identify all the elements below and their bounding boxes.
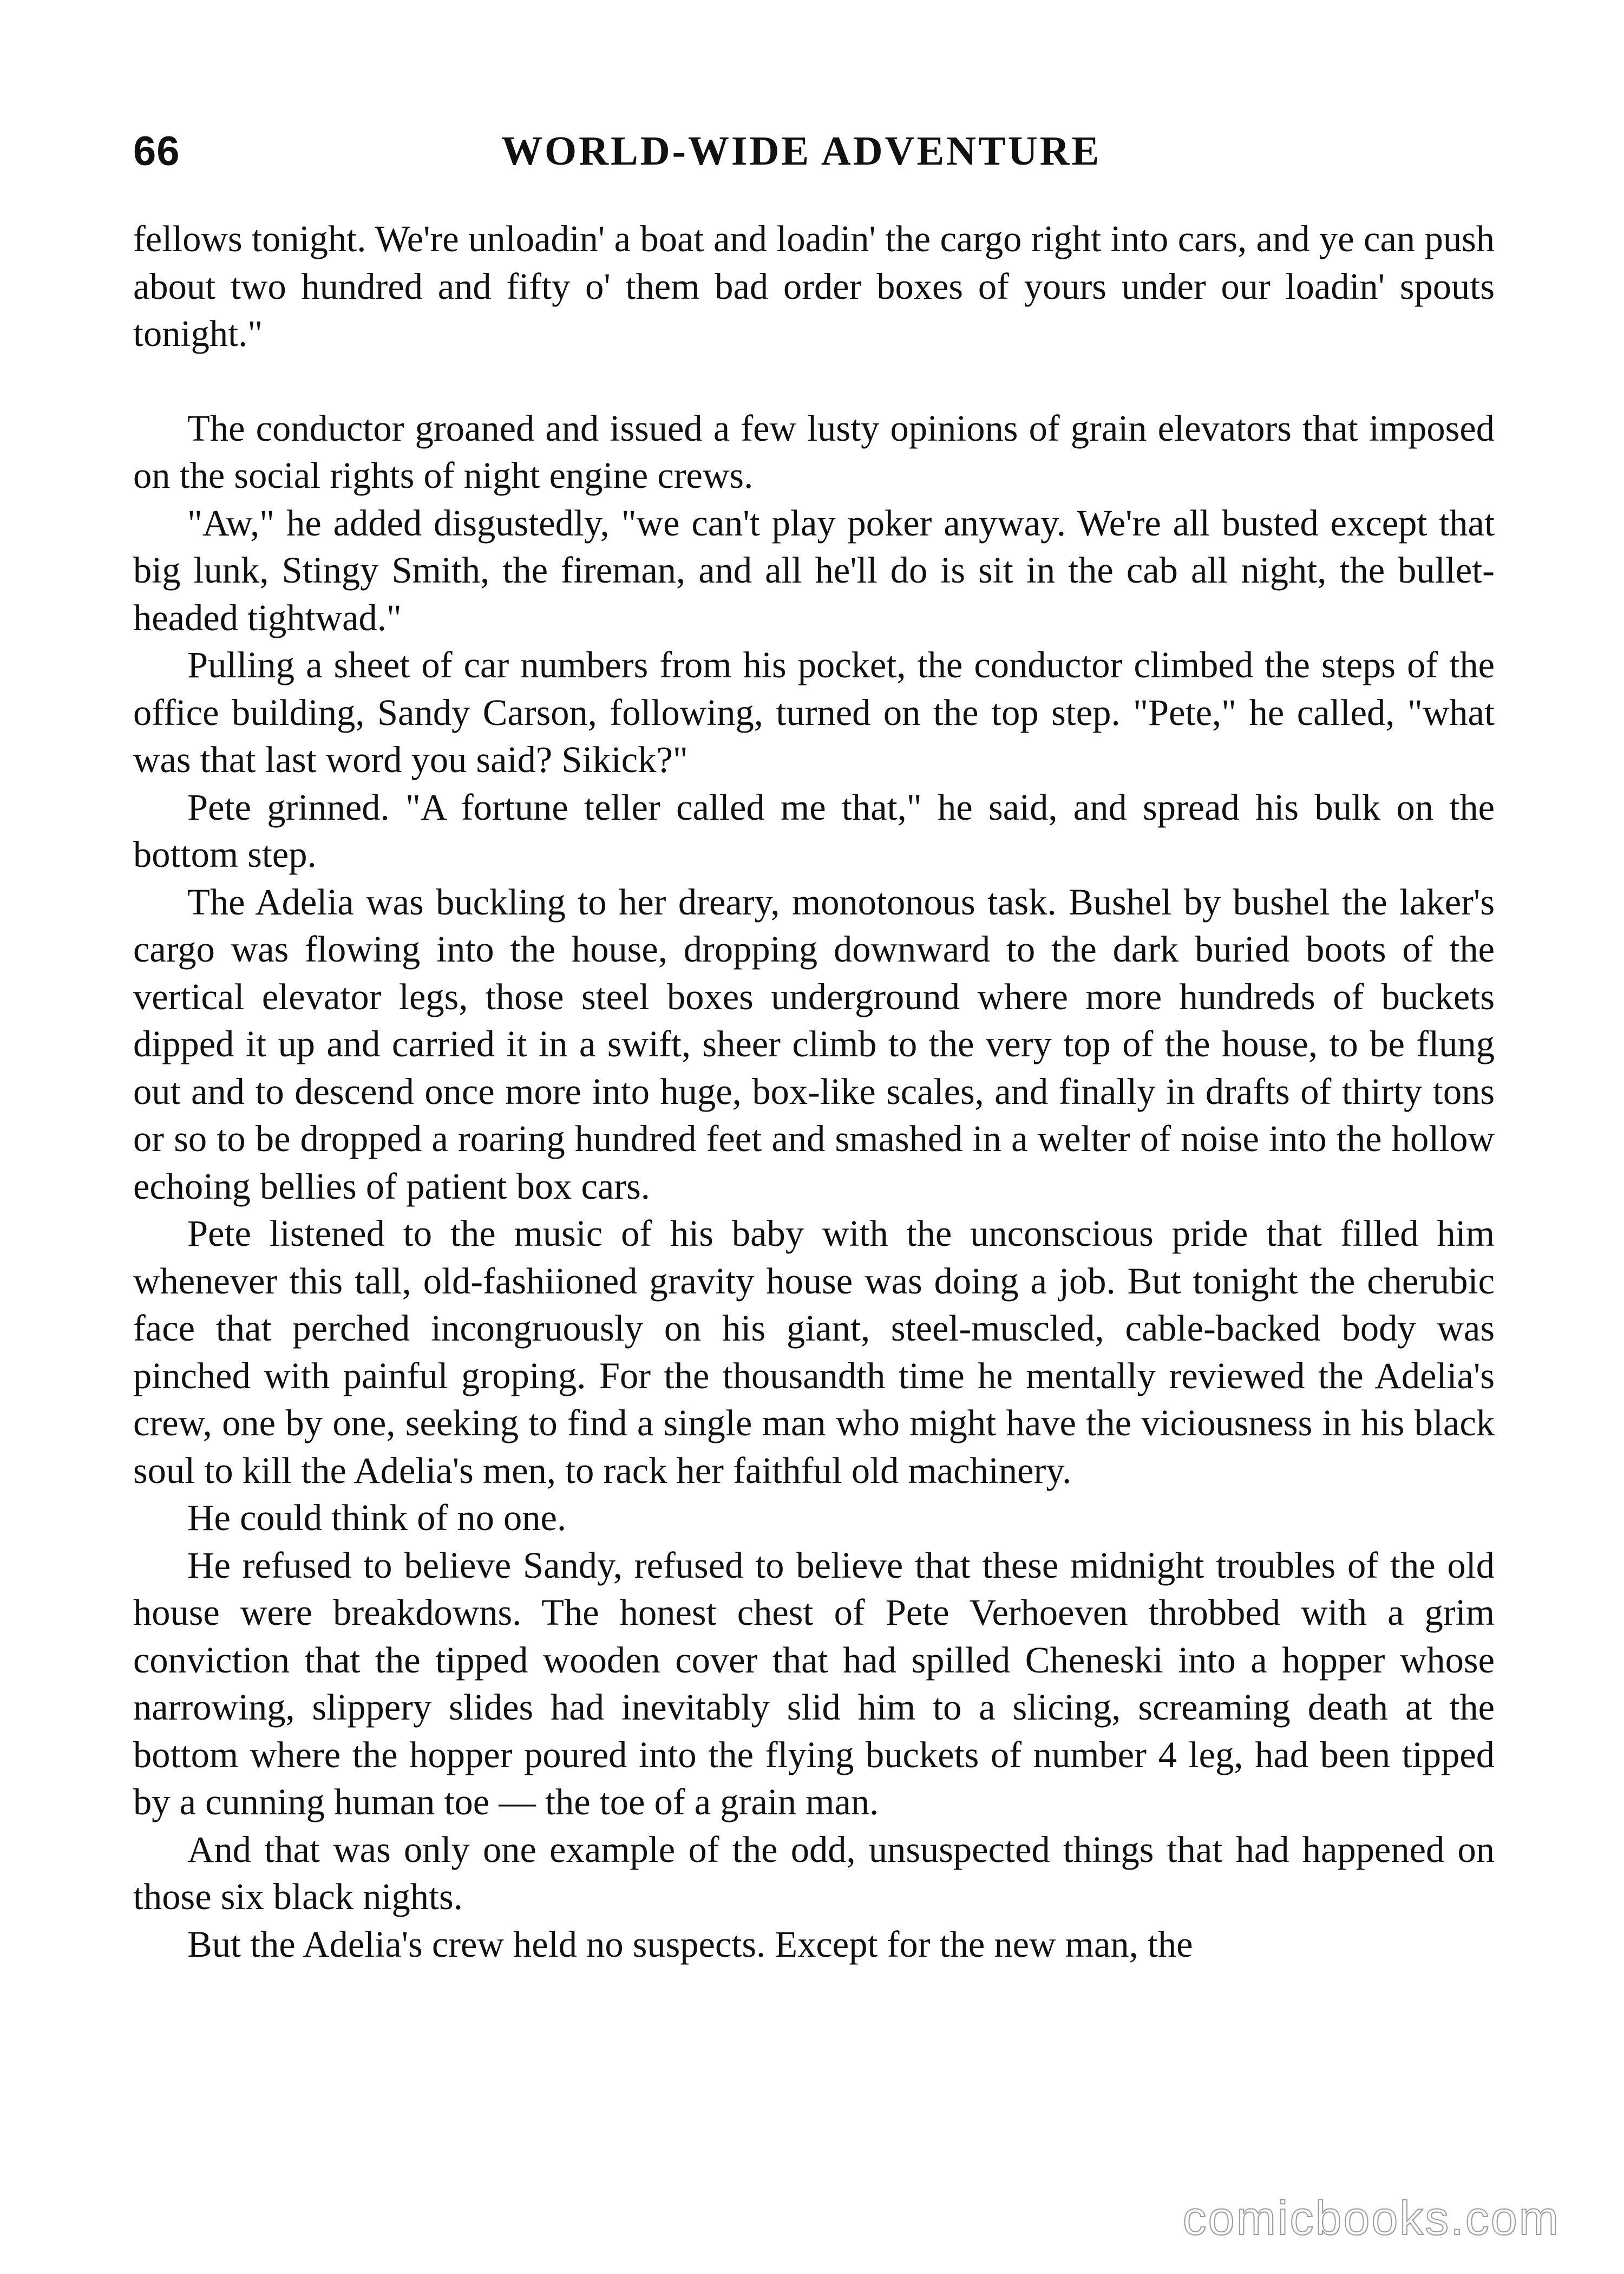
body-text bbox=[133, 215, 1495, 1968]
paragraph: He refused to believe Sandy, refused to believe that these midnight troubles of the old house were breakdowns. The honest chest of Pete Verhoeven throbbed with a grim conviction that the tipped wooden cover that had spilled Cheneski into a hopper whose narrowing, slippery slides had inevitably slid him to a slicing, screaming death at the bottom where the hopper poured into the flying buckets of number 4 leg, had been tipped by a cunning human toe — the toe of a grain man. bbox=[133, 1544, 1495, 1822]
paragraph: "Aw," he added disgustedly, "we can't play poker anyway. We're all busted except that big lunk, Stingy Smith, the fireman, and all he'll do is sit in the cab all night, the bullet-headed tightwad." bbox=[133, 502, 1495, 638]
paragraph: And that was only one example of the odd, unsuspected things that had happened on those six black nights. bbox=[133, 1828, 1495, 1917]
paragraph: Pulling a sheet of car numbers from his pocket, the conductor climbed the steps of the office building, Sandy Carson, following, turned on the top step. "Pete," he called, "what was that last word you said? Sikick?" bbox=[133, 644, 1495, 780]
paragraph: The conductor groaned and issued a few lusty opinions of grain elevators that imposed on the social rights of night engine crews. bbox=[133, 407, 1495, 496]
site-watermark: comicbooks.com bbox=[1182, 2191, 1560, 2245]
paragraph: But the Adelia's crew held no suspects. Except for the new man, the bbox=[187, 1923, 1193, 1965]
paragraph: He could think of no one. bbox=[187, 1497, 567, 1538]
running-head: WORLD-WIDE ADVENTURE bbox=[501, 128, 1102, 174]
page-number: 66 bbox=[133, 128, 180, 174]
paragraph: Pete listened to the music of his baby with the unconscious pride that filled him whenever this tall, old-fashiioned gravity house was doing a job. But tonight the cherubic face that perched incongruously on his giant, steel-muscled, cable-backed body was pinched with painful groping. For the thousandth time he mentally reviewed the Adelia's crew, one by one, seeking to find a single man who might have the viciousness in his black soul to kill the Adelia's men, to rack her faithful old machinery. bbox=[133, 1213, 1495, 1491]
paragraph: Pete grinned. "A fortune teller called me that," he said, and spread his bulk on the bottom step. bbox=[133, 786, 1495, 875]
page-header bbox=[133, 128, 1495, 187]
paragraph: The Adelia was buckling to her dreary, monotonous task. Bushel by bushel the laker's cargo was flowing into the house, dropping downward to the dark buried boots of the vertical elevator legs, those steel boxes underground where more hundreds of buckets dipped it up and carried it in a swift, sheer climb to the very top of the house, to be flung out and to descend once more into huge, box-like scales, and finally in drafts of thirty tons or so to be dropped a roaring hundred feet and smashed in a welter of noise into the hollow echoing bellies of patient box cars. bbox=[133, 881, 1495, 1207]
paragraph: fellows tonight. We're unloadin' a boat and loadin' the cargo right into cars, and ye can push about two hundred and fifty o' them bad order boxes of yours under our loadin' spouts tonight." bbox=[133, 218, 1495, 354]
